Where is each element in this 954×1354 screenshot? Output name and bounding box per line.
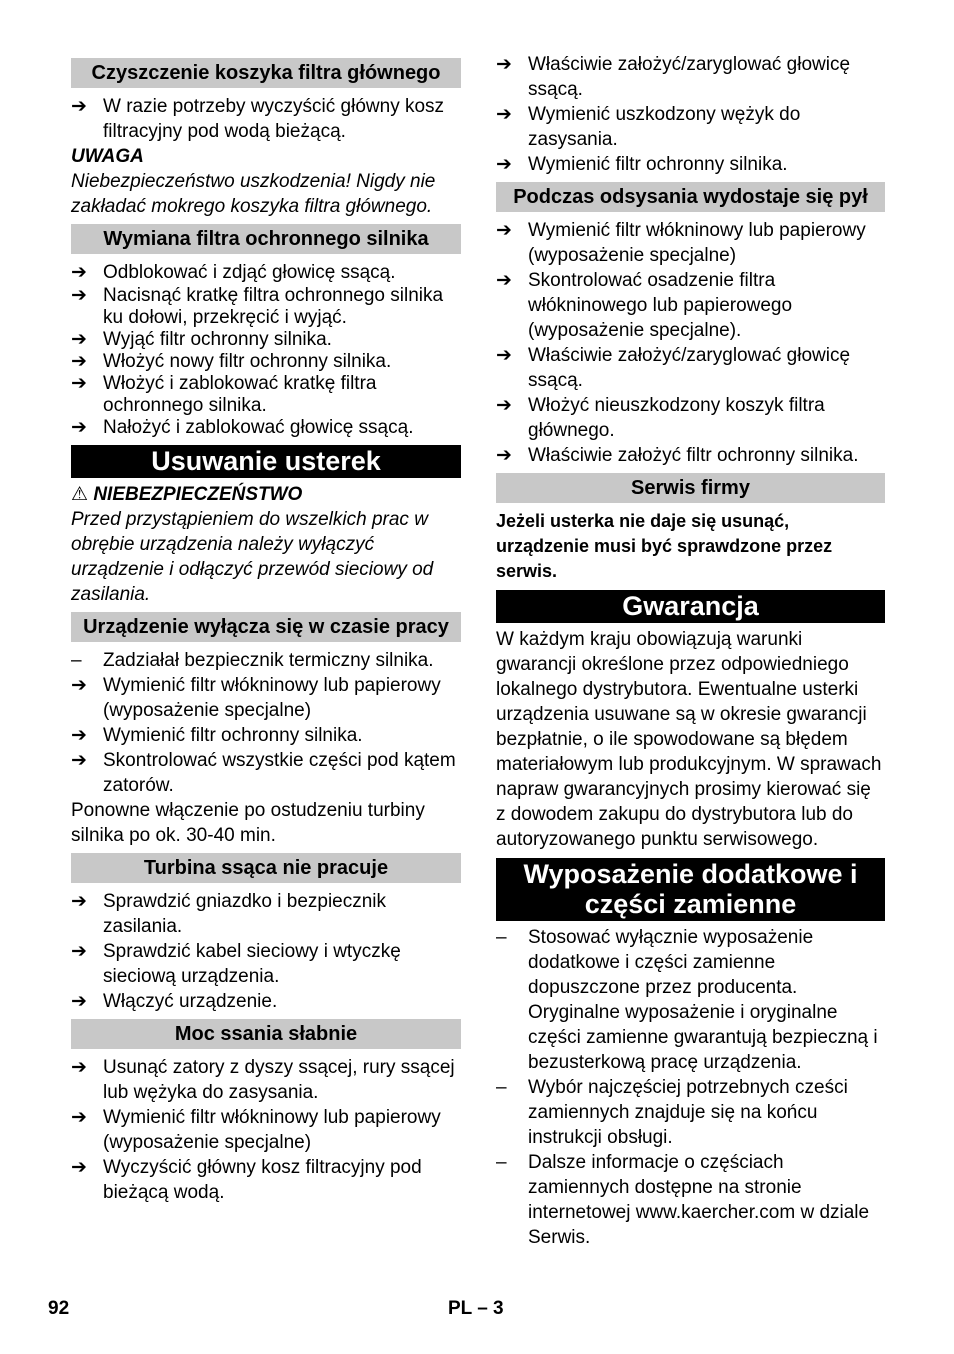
list-item: ➔ Skontrolować osadzenie filtra włókninowego lub papierowego (wyposażenie specjalne). [496, 270, 793, 341]
heading-device-shuts-off: Urządzenie wyłącza się w czasie pracy [71, 612, 461, 642]
right-column [496, 52, 885, 1250]
list-item: ➔ Włożyć i zablokować kratkę filtra ochronnego silnika. [71, 373, 377, 416]
arrow-right-icon: ➔ [71, 262, 87, 283]
arrow-right-icon: ➔ [71, 891, 87, 912]
arrow-right-icon: ➔ [71, 675, 87, 696]
list-item: ➔ Włożyć nieuszkodzony koszyk filtra głównego. [496, 395, 825, 441]
list-item: ➔ Włączyć urządzenie. [71, 991, 278, 1012]
arrow-right-icon: ➔ [496, 54, 512, 75]
arrow-right-icon: ➔ [71, 725, 87, 746]
dash-marker: – [71, 650, 82, 671]
arrow-right-icon: ➔ [71, 1157, 87, 1178]
list-item: ➔ Wymienić filtr włókninowy lub papierowy (wyposażenie specjalne) [71, 1107, 441, 1153]
list-item: ➔ Właściwie założyć/zaryglować głowicę ssącą. [496, 345, 851, 391]
arrow-right-icon: ➔ [496, 104, 512, 125]
section-title-troubleshooting: Usuwanie usterek [71, 445, 461, 478]
list-item: – Wybór najczęściej potrzebnych cześci zamiennych znajduje się na końcu instrukcji obsługi. [496, 1077, 848, 1148]
list-item: ➔ Wymienić filtr włókninowy lub papierowy (wyposażenie specjalne) [71, 675, 441, 721]
list-item: ➔ Włożyć nowy filtr ochronny silnika. [71, 351, 392, 372]
dash-marker: – [496, 1152, 507, 1173]
list-item: ➔ Wyjąć filtr ochronny silnika. [71, 329, 332, 350]
heading-turbine-not-working: Turbina ssąca nie pracuje [71, 853, 461, 883]
heading-dust-escapes: Podczas odsysania wydostaje się pył [496, 182, 885, 212]
page-number: 92 [48, 1298, 70, 1319]
list-item: – Zadziałał bezpiecznik termiczny silnika. [71, 650, 434, 671]
heading-motor-filter: Wymiana filtra ochronnego silnika [71, 224, 461, 254]
list-item: ➔ Sprawdzić gniazdko i bezpiecznik zasilania. [71, 891, 387, 937]
arrow-right-icon: ➔ [71, 417, 87, 438]
list-item: ➔ Wymienić filtr włókninowy lub papierowy (wyposażenie specjalne) [496, 220, 866, 266]
list-item: ➔ Wyczyścić główny kosz filtracyjny pod bieżącą wodą. [71, 1157, 422, 1203]
list-item: ➔ Wymienić filtr ochronny silnika. [71, 725, 363, 746]
list-item: ➔ Wymienić uszkodzony wężyk do zasysania. [496, 104, 801, 150]
arrow-right-icon: ➔ [71, 941, 87, 962]
danger-text: Przed przystąpieniem do wszelkich prac w obrębie urządzenia należy wyłączyć urządzenie i odłączyć przewód sieciowy od zasilania. [71, 509, 434, 605]
dash-marker: – [496, 927, 507, 948]
warranty-text: W każdym kraju obowiązują warunki gwarancji określone przez odpowiedniego lokalnego dystrybutora. Ewentualne usterki urządzenia usuwane są w okresie gwarancji bezpłatnie, o ile spowodowane są błędem materiałowym lub produkcyjnym. W sprawach napraw gwarancyjnych prosimy kierować się z dowodem zakupu do dystrybutora lub do autoryzowanego punktu serwisowego. [496, 629, 882, 850]
arrow-right-icon: ➔ [496, 154, 512, 175]
restart-note: Ponowne włączenie po ostudzeniu turbiny silnika po ok. 30-40 min. [71, 800, 425, 846]
section-title-accessories: Wyposażenie dodatkowe i części zamienne [496, 858, 885, 921]
note-label: UWAGA [71, 146, 144, 167]
heading-company-service: Serwis firmy [496, 473, 885, 503]
arrow-right-icon: ➔ [496, 445, 512, 466]
arrow-right-icon: ➔ [71, 1107, 87, 1128]
arrow-right-icon: ➔ [71, 96, 87, 117]
list-item: ➔ Skontrolować wszystkie części pod kątem zatorów. [71, 750, 456, 796]
arrow-right-icon: ➔ [71, 329, 87, 350]
arrow-right-icon: ➔ [496, 220, 512, 241]
warning-triangle-icon: ⚠ [71, 484, 89, 505]
arrow-right-icon: ➔ [496, 395, 512, 416]
heading-suction-weakens: Moc ssania słabnie [71, 1019, 461, 1049]
note-text: Niebezpieczeństwo uszkodzenia! Nigdy nie zakładać mokrego koszyka filtra głównego. [71, 171, 436, 217]
list-item: ➔ Sprawdzić kabel sieciowy i wtyczkę sieciową urządzenia. [71, 941, 401, 987]
arrow-right-icon: ➔ [71, 285, 87, 306]
list-item: ➔ Odblokować i zdjąć głowicę ssącą. [71, 262, 396, 283]
arrow-right-icon: ➔ [71, 991, 87, 1012]
section-title-warranty: Gwarancja [496, 590, 885, 623]
service-text: Jeżeli usterka nie daje się usunąć, urządzenie musi być sprawdzone przez serwis. [496, 511, 833, 581]
list-item: ➔ Nałożyć i zablokować głowicę ssącą. [71, 417, 414, 438]
arrow-right-icon: ➔ [71, 351, 87, 372]
arrow-right-icon: ➔ [496, 270, 512, 291]
left-column [71, 52, 461, 1205]
arrow-right-icon: ➔ [71, 750, 87, 771]
list-item: ➔ Wymienić filtr ochronny silnika. [496, 154, 788, 175]
language-page-label: PL – 3 [448, 1298, 504, 1319]
arrow-right-icon: ➔ [496, 345, 512, 366]
list-item: – Stosować wyłącznie wyposażenie dodatkowe i części zamienne dopuszczone przez producenta. Oryginalne wyposażenie i oryginalne części zamienne gwarantują bezpieczną i bezusterkową pracę urządzenia. [496, 927, 878, 1073]
dash-marker: – [496, 1077, 507, 1098]
list-item: ➔ Właściwie założyć/zaryglować głowicę ssącą. [496, 54, 851, 100]
danger-label-row: ⚠ NIEBEZPIECZEŃSTWO [71, 484, 303, 505]
arrow-right-icon: ➔ [71, 373, 87, 394]
list-item: ➔ Właściwie założyć filtr ochronny silnika. [496, 445, 859, 466]
list-item: ➔ Usunąć zatory z dyszy ssącej, rury ssącej lub wężyka do zasysania. [71, 1057, 455, 1103]
arrow-right-icon: ➔ [71, 1057, 87, 1078]
list-item: ➔ Nacisnąć kratkę filtra ochronnego silnika ku dołowi, przekręcić i wyjąć. [71, 285, 444, 328]
list-item: – Dalsze informacje o częściach zamiennych dostępne na stronie internetowej www.kaercher.com w dziale Serwis. [496, 1152, 870, 1248]
list-item: ➔ W razie potrzeby wyczyścić główny kosz filtracyjny pod wodą bieżącą. [71, 96, 445, 142]
heading-main-filter-basket: Czyszczenie koszyka filtra głównego [71, 58, 461, 88]
